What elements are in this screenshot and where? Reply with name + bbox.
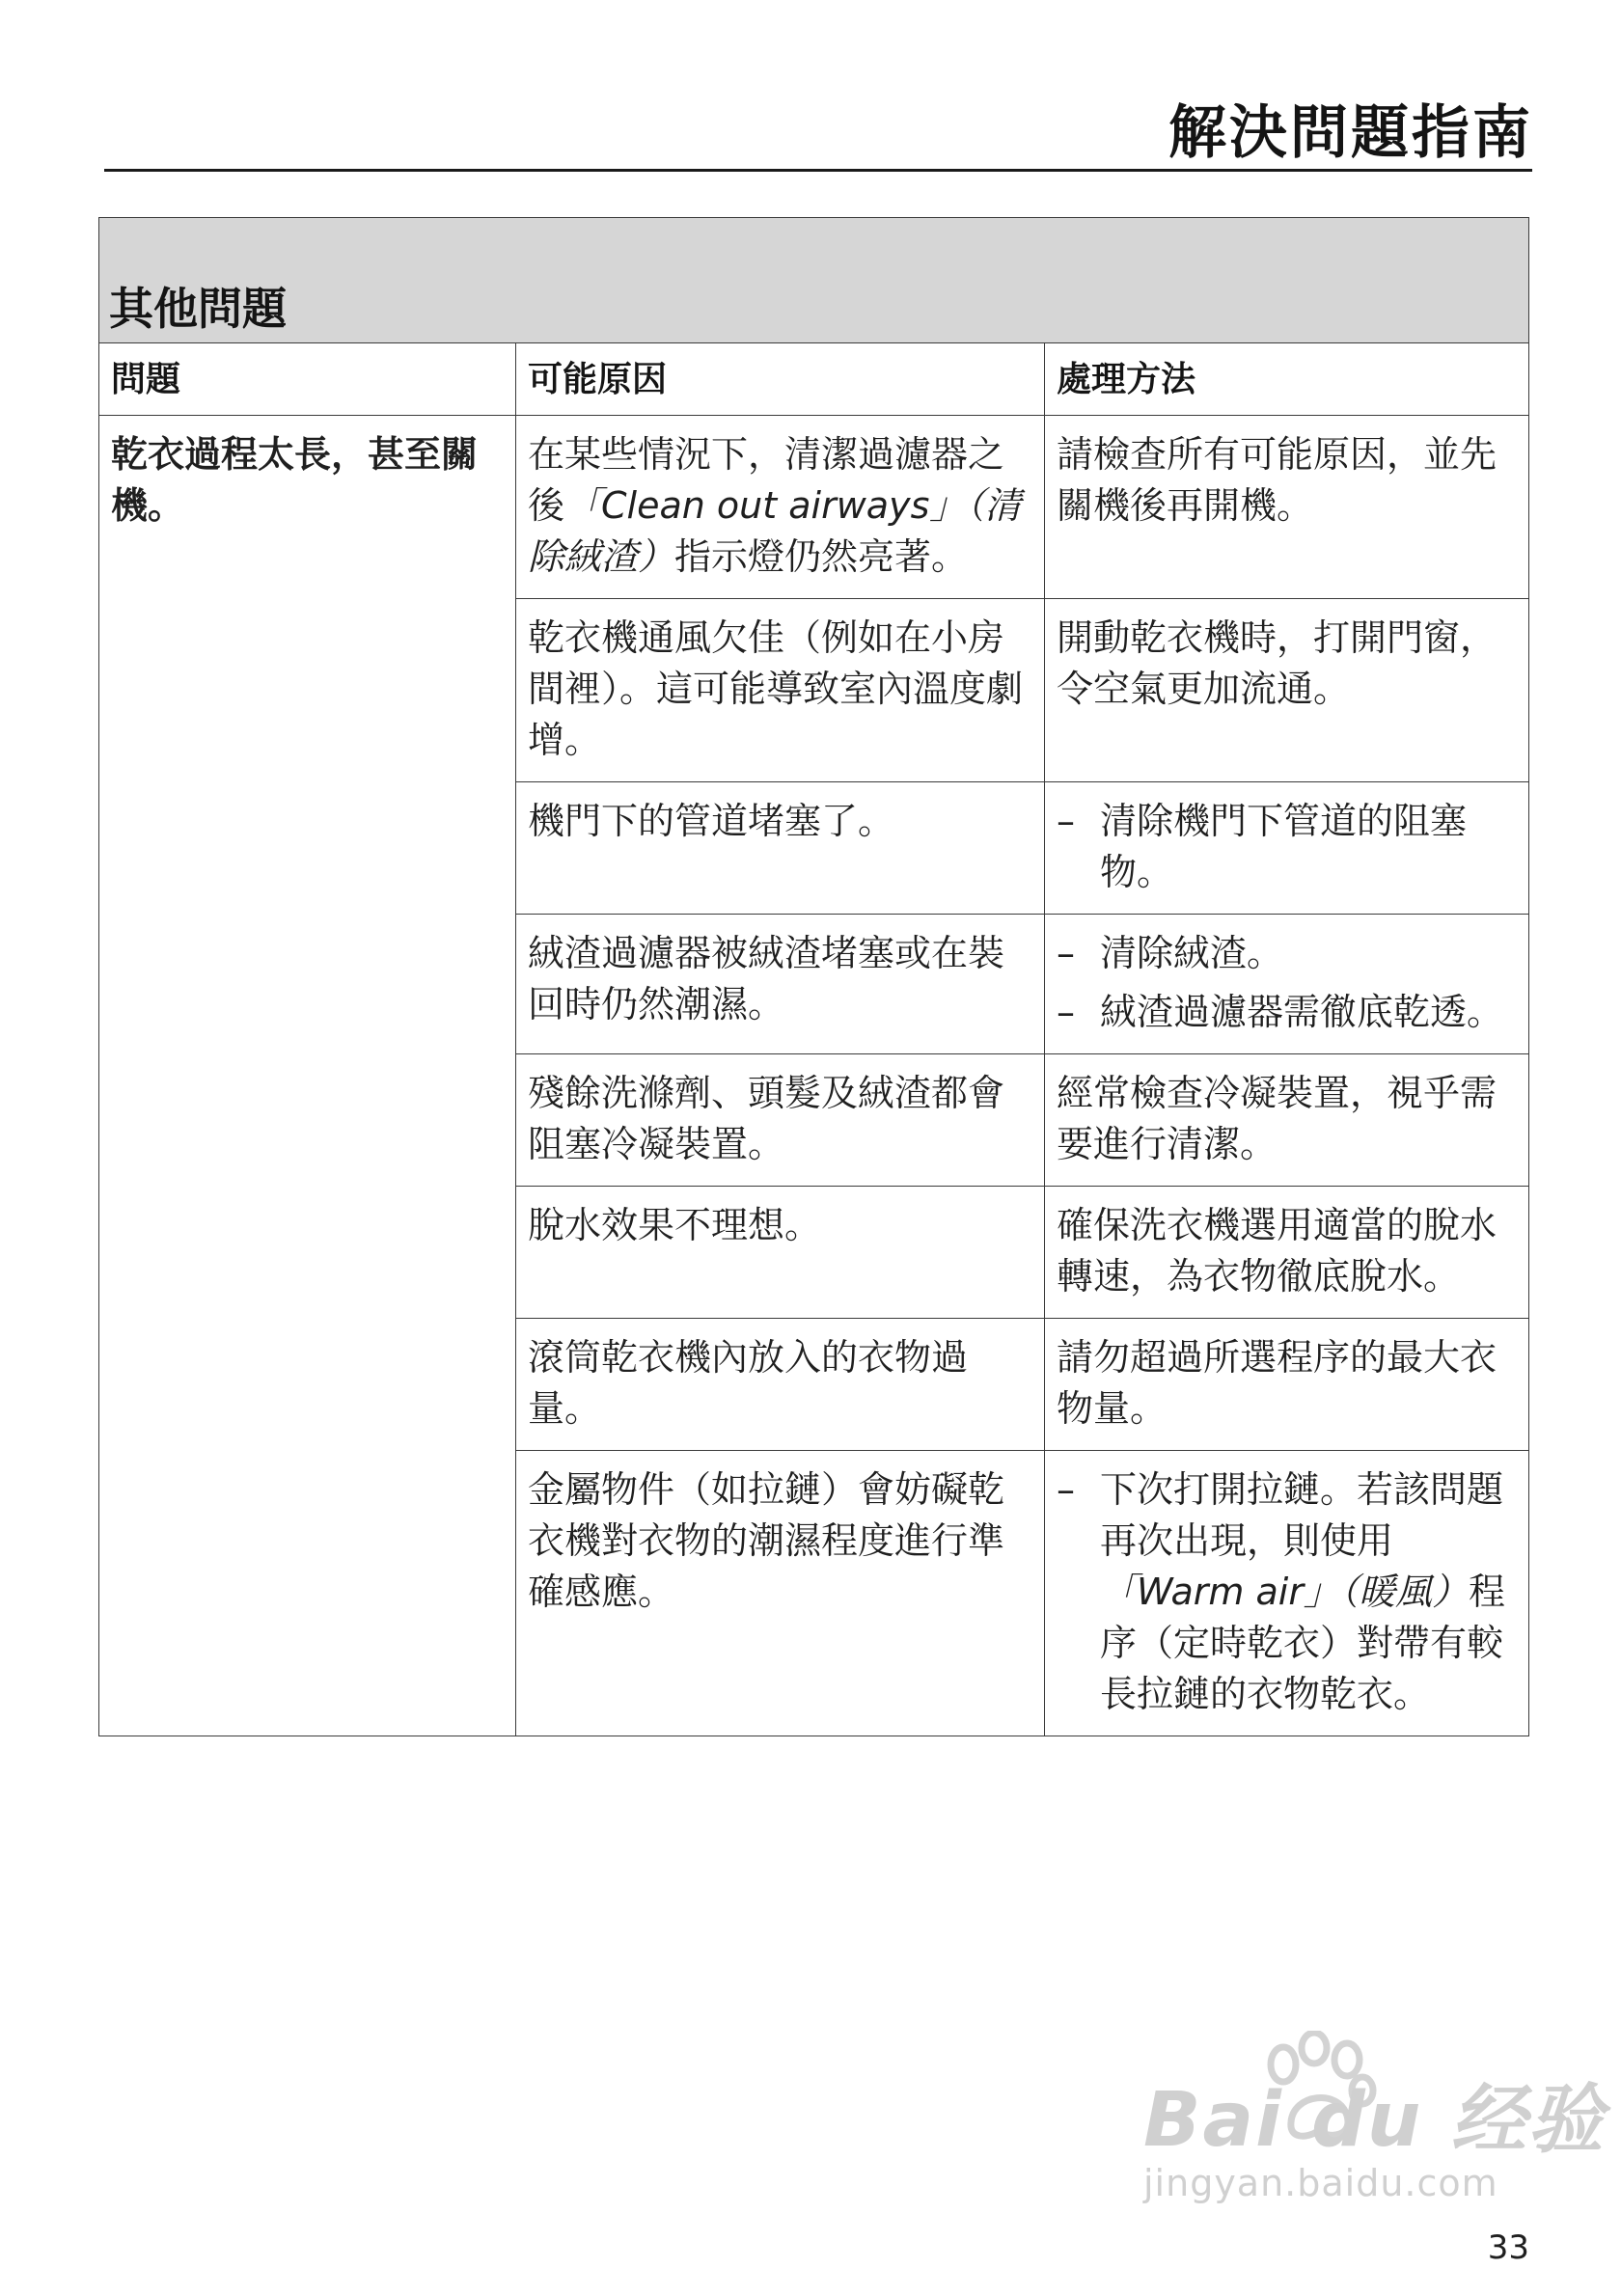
troubleshooting-table [98, 217, 1529, 1736]
solution-cell: 請檢查所有可能原因，並先關機後再開機。 [1045, 416, 1529, 599]
solution-list-text [1100, 987, 1517, 1038]
watermark-brand: Bai du 经验 [1143, 2077, 1606, 2164]
cell-text: 脫水效果不理想。 [528, 1204, 822, 1246]
column-header-problem: 問題 [99, 343, 516, 416]
column-header-solution: 處理方法 [1045, 343, 1529, 416]
cell-text: 在某些情況下，清潔過濾器之後 [528, 433, 1005, 527]
cause-cell [516, 599, 1045, 782]
solution-list-text [1100, 796, 1517, 898]
column-header-row [99, 343, 1529, 416]
cell-text: 機門下的管道堵塞了。 [528, 800, 895, 842]
solution-cell: 開動乾衣機時，打開門窗，令空氣更加流通。 [1045, 599, 1529, 782]
cause-cell [516, 915, 1045, 1054]
cell-text: 絨渣過濾器被絨渣堵塞或在裝回時仍然潮濕。 [528, 932, 1005, 1025]
solution-cell [1045, 782, 1529, 915]
title-divider [104, 169, 1532, 172]
paw-print-icon [1254, 2031, 1380, 2146]
cell-text: 程序（定時乾衣）對帶有較長拉鏈的衣物乾衣。 [1100, 1571, 1505, 1715]
cause-cell [516, 1451, 1045, 1736]
solution-list-item [1057, 1464, 1517, 1720]
section-title: 其他問題 [99, 218, 1529, 343]
solution-cell [1045, 915, 1529, 1054]
cause-cell [516, 782, 1045, 915]
dash-bullet: – [1057, 1468, 1075, 1511]
table-row [99, 416, 1529, 599]
cell-text: 清除絨渣。 [1100, 932, 1284, 974]
solution-list-item [1057, 796, 1517, 898]
cell-text: 滾筒乾衣機內放入的衣物過量。 [528, 1336, 969, 1430]
dash-bullet: – [1057, 932, 1075, 974]
program-name-text: 「Clean out airways」（清除絨渣） [528, 484, 1022, 578]
solution-cell [1045, 1451, 1529, 1736]
dash-bullet: – [1057, 991, 1075, 1033]
page-title: 解決問題指南 [1168, 99, 1533, 167]
problem-cell: 乾衣過程太長，甚至關機。 [99, 416, 516, 1736]
cause-cell [516, 1319, 1045, 1451]
solution-list-text [1100, 928, 1517, 979]
table-body [99, 218, 1529, 1736]
cell-text: 金屬物件（如拉鏈）會妨礙乾衣機對衣物的潮濕程度進行準確感應。 [528, 1468, 1005, 1613]
watermark-url: jingyan.baidu.com [1143, 2162, 1498, 2204]
solution-list-item [1057, 928, 1517, 979]
page-number: 33 [1487, 2228, 1529, 2267]
solution-list-item [1057, 987, 1517, 1038]
cell-text: 絨渣過濾器需徹底乾透。 [1100, 991, 1504, 1033]
cell-text: 下次打開拉鏈。若該問題再次出現，則使用 [1100, 1468, 1504, 1562]
solution-cell: 經常檢查冷凝裝置，視乎需要進行清潔。 [1045, 1054, 1529, 1187]
solution-cell: 請勿超過所選程序的最大衣物量。 [1045, 1319, 1529, 1451]
cause-cell [516, 416, 1045, 599]
cause-cell [516, 1187, 1045, 1319]
cause-cell [516, 1054, 1045, 1187]
solution-list-text [1100, 1464, 1517, 1720]
cell-text: 清除機門下管道的阻塞物。 [1100, 800, 1468, 893]
cell-text: 殘餘洗滌劑、頭髮及絨渣都會阻塞冷凝裝置。 [528, 1072, 1005, 1165]
program-name-text: 「Warm air」（暖風） [1100, 1571, 1469, 1613]
dash-bullet: – [1057, 800, 1075, 842]
section-header-row [99, 218, 1529, 343]
cell-text: 指示燈仍然亮著。 [674, 535, 969, 578]
solution-cell: 確保洗衣機選用適當的脫水轉速，為衣物徹底脫水。 [1045, 1187, 1529, 1319]
column-header-cause: 可能原因 [516, 343, 1045, 416]
cell-text: 乾衣機通風欠佳（例如在小房間裡）。這可能導致室內溫度劇增。 [528, 616, 1024, 761]
